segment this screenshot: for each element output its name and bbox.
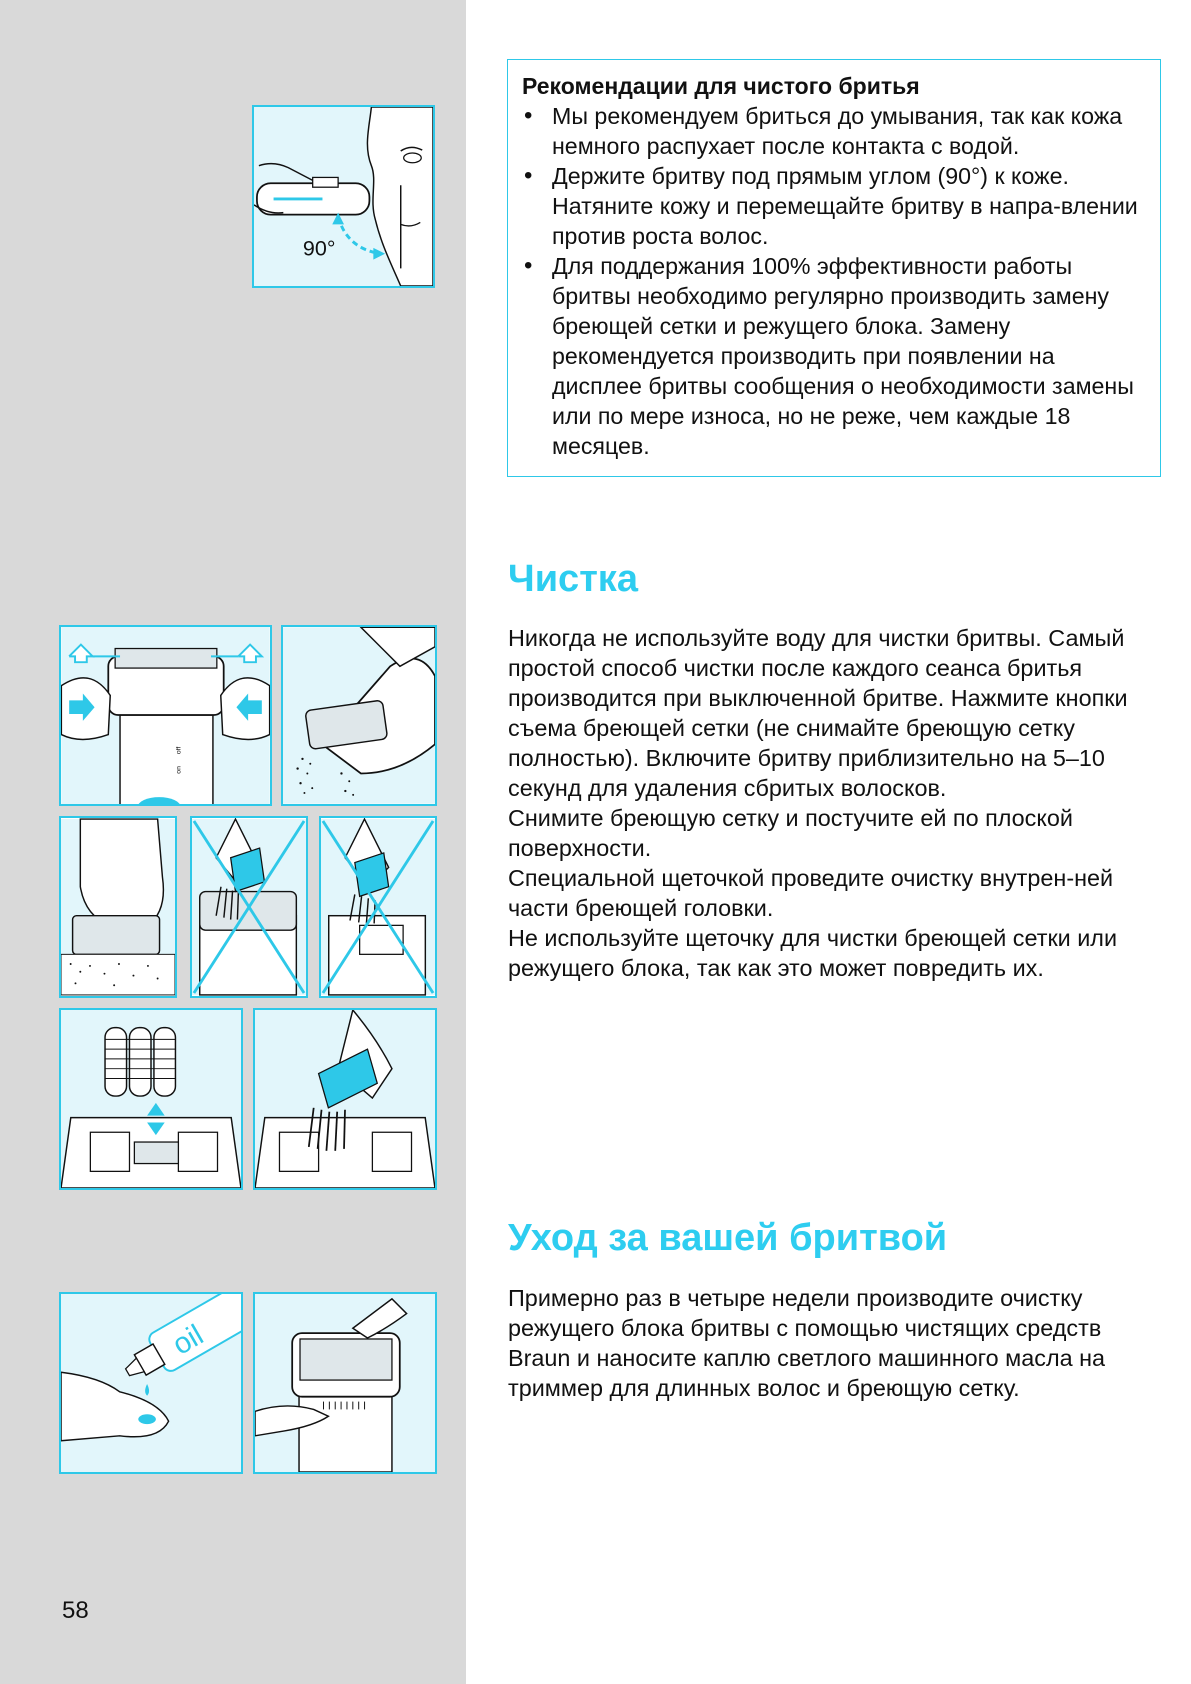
care-paragraph: Примерно раз в четыре недели производите очистку режущего блока бритвы с помощью чистящих средств Braun и наносите каплю светлого машинного масла на триммер для длинных волос и бреющую сетку. [508,1285,1106,1401]
figure-remove-cutter [59,1008,243,1190]
oil-foil-illustration [255,1294,435,1472]
remove-cutter-illustration [61,1010,241,1188]
cleaning-paragraph: Не используйте щеточку для чистки бреющей сетки или режущего блока, так как это может повредить их. [508,925,1118,981]
figure-no-brush-foil [190,816,308,998]
shaving-angle-illustration [254,107,433,286]
tip-item: • Держите бритву под прямым углом (90°) к коже. Натяните кожу и перемещайте бритву в напра-влении против роста волос. [522,161,1146,251]
page-number: 58 [62,1597,89,1624]
release-buttons-illustration [61,627,270,804]
no-brush-foil-illustration [192,818,306,996]
cleaning-paragraph: Никогда не используйте воду для чистки бритвы. Самый простой способ чистки после каждого сеанса бритья производится при выключенной бритве. Нажмите кнопки съема бреющей сетки (не снимайте бреющую сетку полностью). Включите бритву приблизительно на 5–10 секунд для удаления сбритых волосков. [508,625,1128,801]
cleaning-heading: Чистка [508,558,638,600]
oil-drop-illustration [61,1294,241,1472]
oil-label: oil [167,1318,209,1362]
shaving-tips-box [507,59,1161,477]
cleaning-paragraph: Специальной щеточкой проведите очистку внутрен-ней части бреющей головки. [508,865,1114,921]
care-heading: Уход за вашей бритвой [508,1217,948,1259]
tips-title: Рекомендации для чистого бритья [522,73,920,99]
figure-tap-foil [59,816,177,998]
on-mark: on [175,766,183,774]
figure-oil-drop [59,1292,243,1474]
figure-hair-removal [281,625,437,806]
hair-removal-illustration [283,627,435,804]
cleaning-paragraph: Снимите бреющую сетку и постучите ей по плоской поверхности. [508,805,1073,861]
care-text [508,1283,1168,1403]
tap-foil-illustration [61,818,175,996]
angle-label: 90° [302,236,336,261]
tip-item: • Для поддержания 100% эффективности работы бритвы необходимо регулярно производить замену бреющей сетки и режущего блока. Замену рекомендуется производить при появлении на дисплее бритвы сообщения о необходимости замены или по мере износа, но не реже, чем каждые 18 месяцев. [522,251,1146,461]
figure-oil-foil [253,1292,437,1474]
tips-list [522,101,1146,461]
tip-item: • Мы рекомендуем бриться до умывания, так как кожа немного распухает после контакта с водой. [522,101,1146,161]
figure-shaving-angle [252,105,435,288]
brush-head-illustration [255,1010,435,1188]
off-mark: off [175,746,183,755]
cleaning-text [508,623,1168,983]
figure-brush-head [253,1008,437,1190]
figure-release-buttons [59,625,272,806]
figure-no-brush-cutter [319,816,437,998]
no-brush-cutter-illustration [321,818,435,996]
